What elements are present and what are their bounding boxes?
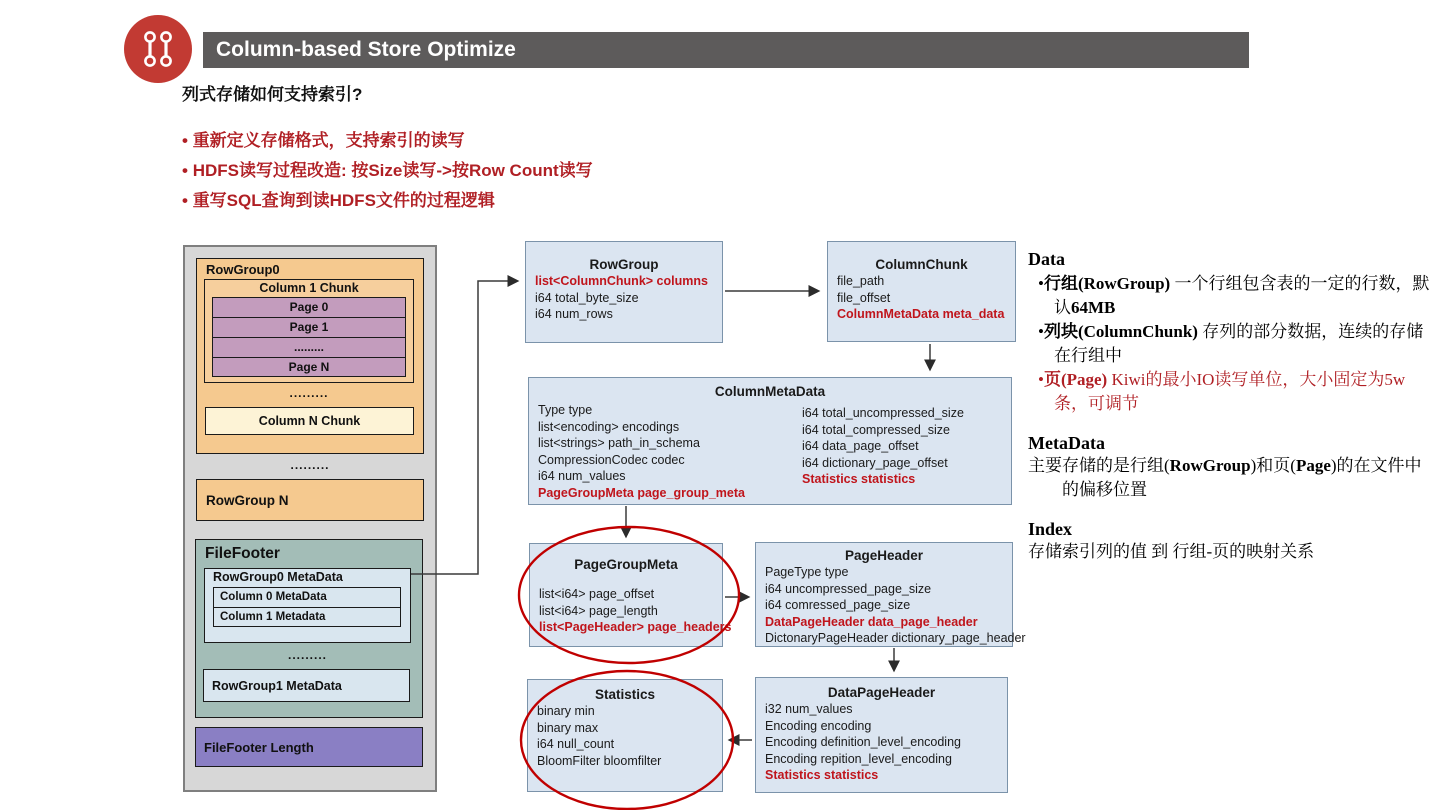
struct-field: Statistics statistics (765, 768, 879, 782)
struct-left-column (529, 402, 754, 501)
struct-field: file_offset (837, 290, 891, 305)
page-list (212, 297, 406, 377)
notes-heading-metadata: MetaData (1028, 433, 1105, 453)
struct-field: list<ColumnChunk> columns (535, 274, 708, 288)
struct-right-column (793, 405, 973, 488)
struct-field: i64 num_rows (535, 307, 613, 321)
struct-field: Encoding encoding (765, 718, 872, 733)
struct-field: i64 total_byte_size (535, 290, 639, 305)
commits-icon (124, 15, 192, 83)
notes-heading-index: Index (1028, 519, 1073, 539)
notes-panel (1028, 249, 1438, 564)
column1-chunk-label: Column 1 Chunk (259, 281, 359, 295)
struct-columnmetadata (528, 377, 1012, 505)
slide-title-bar (203, 32, 1249, 68)
struct-title: PageHeader (844, 548, 924, 563)
container-dots: ......... (290, 458, 330, 472)
struct-field: i64 null_count (537, 737, 615, 751)
struct-field: PageType type (765, 565, 849, 579)
intro-bullet: • 重新定义存储格式，支持索引的读写 (182, 126, 593, 156)
struct-field: i64 total_compressed_size (802, 422, 950, 437)
struct-field: binary min (537, 704, 595, 718)
struct-field: BloomFilter bloomfilter (537, 753, 662, 768)
column-metadata-row: Column 0 MetaData (214, 588, 400, 608)
rowgroupN-box: RowGroup N (196, 479, 424, 521)
struct-field: list<i64> page_offset (539, 587, 655, 601)
struct-field: i64 num_values (538, 469, 626, 483)
struct-field: Type type (538, 403, 593, 417)
struct-field: Statistics statistics (802, 472, 916, 486)
struct-rowgroup (525, 241, 723, 343)
intro-bullet: • 重写SQL查询到读HDFS文件的过程逻辑 (182, 186, 593, 216)
struct-title: RowGroup (589, 257, 659, 272)
struct-statistics (527, 679, 723, 792)
struct-title: ColumnChunk (875, 257, 968, 272)
slide-title: Column-based Store Optimize (216, 38, 516, 61)
data-note-item: • 列块(ColumnChunk) 存列的部分数据，连续的存储在行组中 (1028, 320, 1438, 368)
logo-badge (124, 15, 192, 83)
struct-field: Encoding definition_level_encoding (765, 735, 961, 749)
struct-columnchunk (827, 241, 1016, 342)
index-note-body: 存储索引列的值 到 行组-页的映射关系 (1028, 542, 1315, 561)
struct-field: i32 num_values (765, 702, 853, 716)
struct-field: i64 comressed_page_size (765, 598, 911, 612)
rowgroup1-metadata-box: RowGroup1 MetaData (203, 669, 410, 702)
struct-field: list<encoding> encodings (538, 419, 680, 434)
metadata-note-body: 主要存储的是行组(RowGroup)和页(Page)的在文件中的偏移位置 (1028, 456, 1422, 499)
intro-bullet-list (182, 126, 593, 216)
intro-bullet: • HDFS读写过程改造: 按Size读写->按Row Count读写 (182, 156, 593, 186)
rowgroup0-label: RowGroup0 (206, 262, 280, 277)
struct-field: file_path (837, 274, 885, 288)
struct-field: binary max (537, 720, 599, 735)
struct-field: DataPageHeader data_page_header (765, 614, 978, 629)
column-metadata-row: Column 1 Metadata (220, 611, 326, 623)
struct-field: PageGroupMeta page_group_meta (538, 485, 745, 500)
data-note-item-highlight: • 页(Page) Kiwi的最小IO读写单位，大小固定为5w条，可调节 (1028, 368, 1438, 416)
struct-field: i64 dictionary_page_offset (802, 455, 948, 470)
rowgroup0-dots: ......... (289, 386, 329, 400)
page-row: Page 0 (213, 298, 405, 318)
rowgroup0-metadata-label: RowGroup0 MetaData (213, 570, 343, 584)
struct-field: DictonaryPageHeader dictionary_page_header (765, 631, 1026, 645)
struct-datapageheader (755, 677, 1008, 793)
struct-field: ColumnMetaData meta_data (837, 307, 1005, 321)
struct-title: ColumnMetaData (714, 384, 826, 399)
struct-title: DataPageHeader (827, 685, 936, 700)
notes-heading-data: Data (1028, 249, 1065, 269)
struct-field: list<strings> path_in_schema (538, 436, 700, 450)
page-row: Page 1 (213, 318, 405, 338)
struct-pagegroupmeta (529, 543, 732, 647)
data-note-list (1028, 272, 1438, 416)
filefooter-label: FileFooter (205, 545, 280, 562)
question-subtitle: 列式存储如何支持索引? (182, 85, 363, 104)
columnN-chunk-box: Column N Chunk (205, 407, 414, 435)
struct-field: i64 data_page_offset (802, 439, 919, 453)
struct-field: CompressionCodec codec (538, 452, 685, 467)
page-row-dots: ......... (213, 338, 405, 358)
struct-field: i64 total_uncompressed_size (802, 406, 964, 420)
struct-pageheader (755, 542, 1026, 647)
page-row: Page N (288, 360, 330, 374)
struct-field: Encoding repition_level_encoding (765, 751, 952, 766)
data-note-item: • 行组(RowGroup) 一个行组包含表的一定的行数，默认64MB (1028, 272, 1438, 320)
filefooter-dots: ......... (287, 648, 327, 662)
struct-field: list<PageHeader> page_headers (539, 620, 732, 634)
filefooter-length-box: FileFooter Length (195, 727, 423, 767)
struct-title: Statistics (594, 687, 656, 702)
struct-field: i64 uncompressed_page_size (765, 581, 932, 596)
column-metadata-list (213, 587, 401, 627)
struct-title: PageGroupMeta (574, 557, 678, 572)
struct-field: list<i64> page_length (539, 603, 658, 618)
